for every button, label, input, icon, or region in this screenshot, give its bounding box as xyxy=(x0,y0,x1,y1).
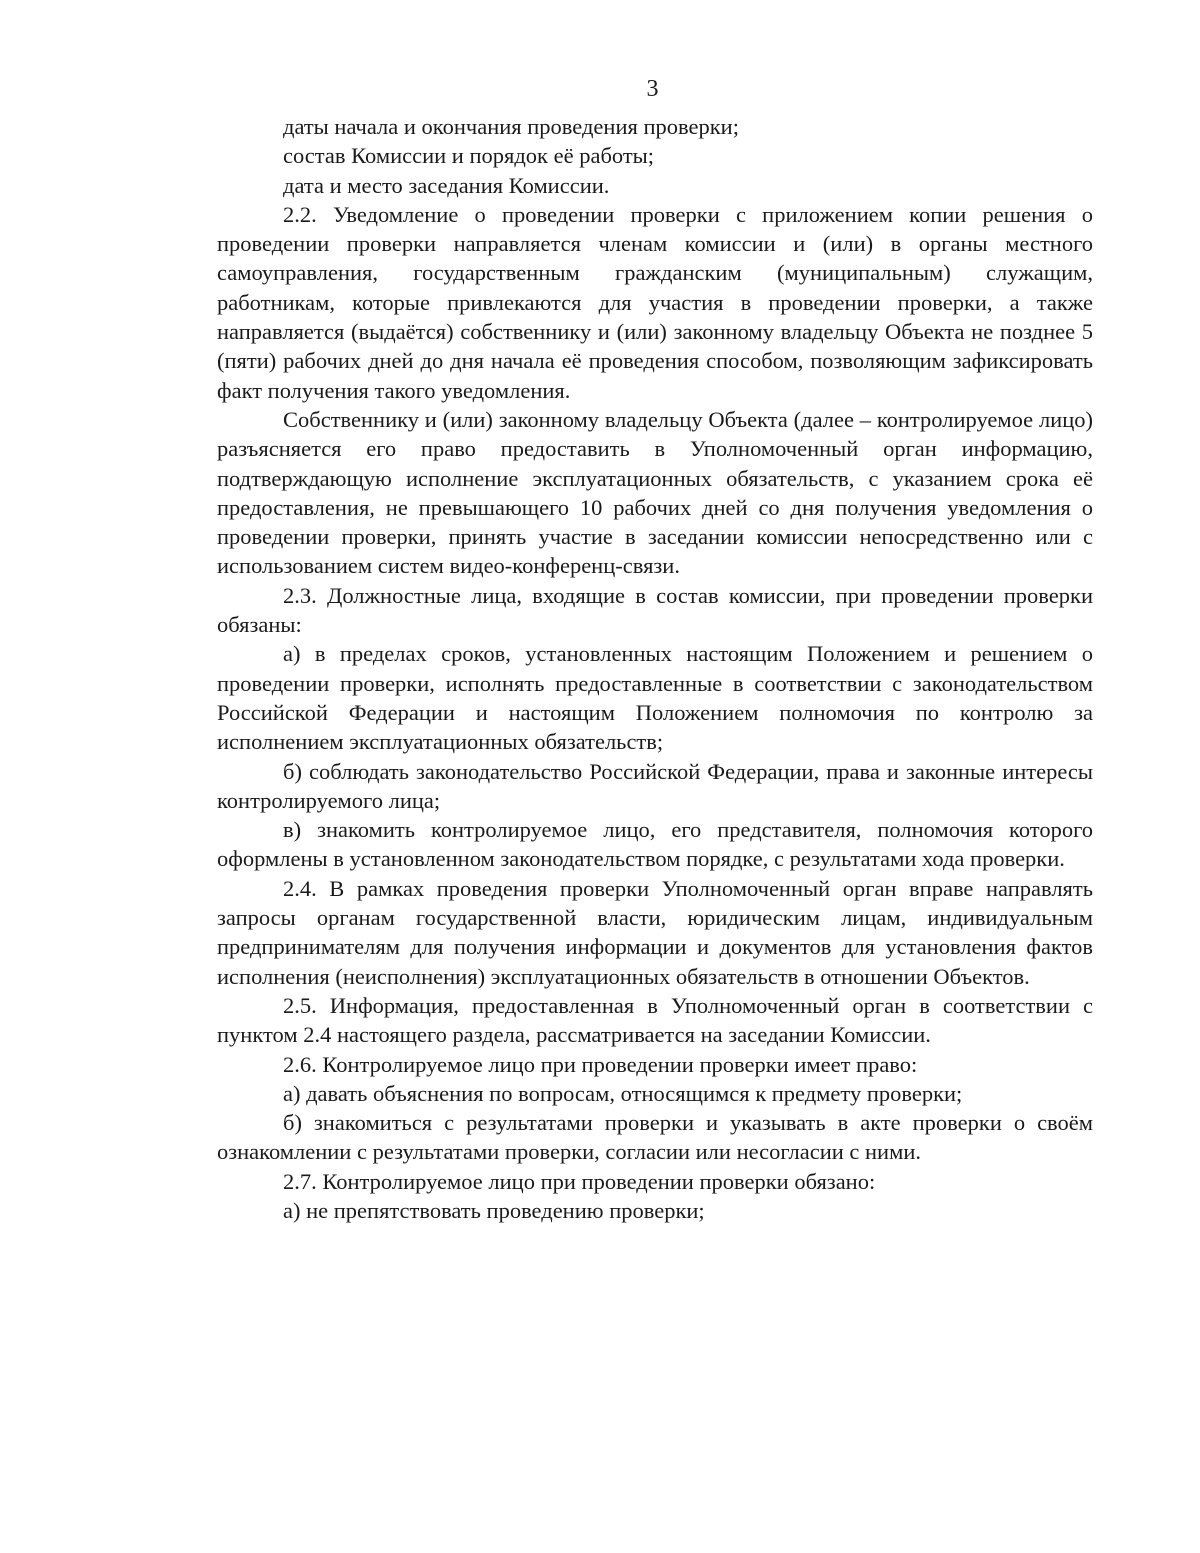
list-item-2-6-a: а) давать объяснения по вопросам, относящимся к предмету проверки; xyxy=(283,1080,963,1106)
paragraph-2-2: 2.2. Уведомление о проведении проверки с приложением копии решения о проведении проверки направляется членам комиссии и (или) в органы местного самоуправления, государственным гражданским (муниципальным) служащим, работникам, которые привлекаются для участия в проведении проверки, а также направляется (выдаётся) собственнику и (или) законному владельцу Объекта не позднее 5 (пяти) рабочих дней до дня начала её проведения способом, позволяющим зафиксировать факт получения такого уведомления. xyxy=(217,201,1093,403)
list-item-2-6-b: б) знакомиться с результатами проверки и указывать в акте проверки о своём ознакомлении с результатами проверки, согласии или несогласии с ними. xyxy=(217,1110,1093,1165)
list-item-2-3-a: а) в пределах сроков, установленных настоящим Положением и решением о проведении проверки, исполнять предоставленные в соответствии с законодательством Российской Федерации и настоящим Положением полномочия по контролю за исполнением эксплуатационных обязательств; xyxy=(217,641,1093,755)
paragraph-2-5: 2.5. Информация, предоставленная в Уполномоченный орган в соответствии с пунктом 2.4 настоящего раздела, рассматривается на заседании Комиссии. xyxy=(217,992,1093,1048)
paragraph-2-3: 2.3. Должностные лица, входящие в состав комиссии, при проведении проверки обязаны: xyxy=(217,582,1093,638)
paragraph-2-7: 2.7. Контролируемое лицо при проведении проверки обязано: xyxy=(283,1168,876,1194)
paragraph-2-6: 2.6. Контролируемое лицо при проведении проверки имеет право: xyxy=(283,1051,918,1077)
list-item-2-3-b: б) соблюдать законодательство Российской Федерации, права и законные интересы контролируемого лица; xyxy=(217,758,1093,813)
page-number: 3 xyxy=(646,76,659,102)
document-body xyxy=(217,112,1093,1225)
paragraph-owner-rights: Собственнику и (или) законному владельцу Объекта (далее – контролируемое лицо) разъясняется его право предоставить в Уполномоченный орган информацию, подтверждающую исполнение эксплуатационных обязательств, с указанием срока её предоставления, не превышающего 10 рабочих дней со дня получения уведомления о проведении проверки, принять участие в заседании комиссии непосредственно или с использованием систем видео-конференц-связи. xyxy=(217,406,1093,579)
paragraph-2-4: 2.4. В рамках проведения проверки Уполномоченный орган вправе направлять запросы органам государственной власти, юридическим лицам, индивидуальным предпринимателям для получения информации и документов для установления фактов исполнения (неисполнения) эксплуатационных обязательств в отношении Объектов. xyxy=(217,875,1093,989)
paragraph-inspection-dates: даты начала и окончания проведения проверки; xyxy=(283,114,739,139)
paragraph-commission-composition: состав Комиссии и порядок её работы; xyxy=(283,143,655,169)
paragraph-meeting-date: дата и место заседания Комиссии. xyxy=(283,172,610,198)
list-item-2-7-a: а) не препятствовать проведению проверки; xyxy=(283,1197,705,1223)
list-item-2-3-v: в) знакомить контролируемое лицо, его представителя, полномочия которого оформлены в установленном законодательством порядке, с результатами хода проверки. xyxy=(217,817,1093,872)
